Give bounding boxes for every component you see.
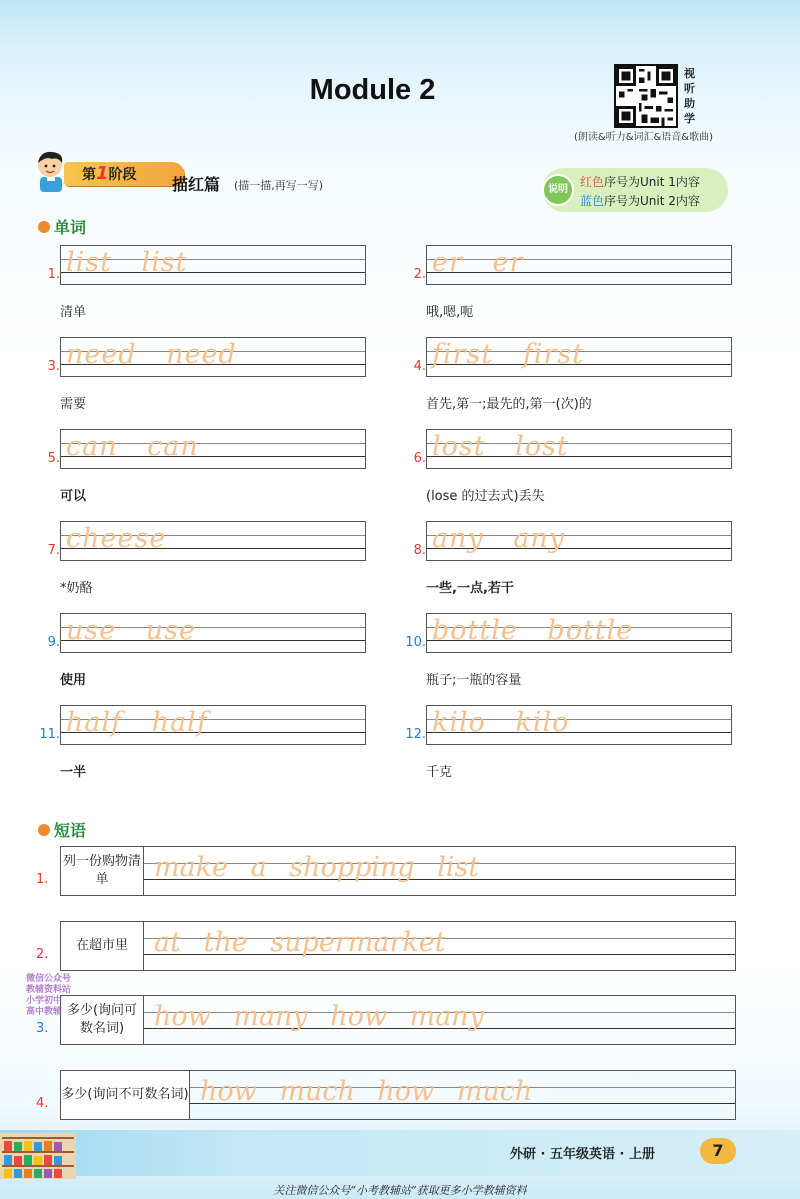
bullet-icon [38, 221, 50, 233]
stage-prefix: 第 [82, 167, 96, 183]
legend-red-text: 序号为Unit 1内容 [604, 175, 700, 189]
phrase-number: 2. [36, 947, 49, 962]
trace-phrase: how much how much [200, 1076, 533, 1107]
supermarket-shelf-icon [0, 1133, 76, 1179]
word-number: 1. [47, 267, 60, 282]
phrase-number: 4. [36, 1096, 49, 1111]
trace-word: er er [432, 247, 524, 278]
stage-badge [34, 150, 154, 192]
page-title: Module 2 [309, 74, 436, 106]
trace-word: kilo kilo [432, 707, 570, 738]
book-name: 外研 · 五年级英语 · 上册 [510, 1147, 655, 1162]
word-meaning: 首先,第一;最先的,第一(次)的 [426, 397, 592, 412]
qr-code [614, 64, 678, 128]
phrase-item [36, 846, 742, 900]
word-number: 6. [413, 451, 426, 466]
trace-word: need need [66, 339, 237, 370]
phrase-item [36, 921, 742, 975]
legend-tag: 说明 [542, 174, 574, 206]
word-item [34, 705, 374, 785]
watermark-stamp [26, 974, 88, 1018]
word-number: 3. [47, 359, 60, 374]
trace-phrase: how many how many [154, 1001, 484, 1032]
trace-word: first first [432, 339, 585, 370]
word-meaning: 一半 [60, 765, 87, 780]
word-meaning: (lose 的过去式)丢失 [426, 489, 545, 504]
word-meaning: 哦,嗯,呃 [426, 305, 474, 320]
phrase-number: 1. [36, 872, 49, 887]
word-item [34, 521, 374, 601]
word-meaning: 使用 [60, 673, 87, 688]
trace-word: use use [66, 615, 197, 646]
qr-side-text [684, 66, 698, 126]
word-item [34, 613, 374, 693]
word-item [400, 521, 740, 601]
word-number: 10. [405, 635, 426, 650]
section-words-label: 单词 [54, 218, 87, 237]
phrase-meaning: 多少(询问可数名词) [60, 995, 144, 1045]
trace-word: bottle bottle [432, 615, 634, 646]
qr-side-char: 视 [684, 67, 695, 80]
trace-phrase: at the supermarket [154, 927, 446, 958]
phrase-meaning: 多少(询问不可数名词) [60, 1070, 190, 1120]
stage-number: 1 [96, 163, 109, 184]
word-item [400, 429, 740, 509]
trace-phrase: make a shopping list [154, 852, 480, 883]
word-number: 5. [47, 451, 60, 466]
phrase-meaning: 列一份购物清单 [60, 846, 144, 896]
phrase-meaning: 在超市里 [60, 921, 144, 971]
section-phrases [38, 818, 86, 841]
footer-band [0, 1130, 800, 1176]
stage-label [64, 162, 184, 186]
legend-line-blue [580, 192, 700, 209]
phrase-item [36, 995, 742, 1049]
word-number: 2. [413, 267, 426, 282]
word-number: 12. [405, 727, 426, 742]
word-meaning: 可以 [60, 489, 87, 504]
word-meaning: 需要 [60, 397, 87, 412]
word-item [400, 613, 740, 693]
footer-notice: 关注微信公众号“小考教辅站”获取更多小学教辅资料 [273, 1184, 527, 1197]
word-meaning: 瓶子;一瓶的容量 [426, 673, 522, 688]
trace-word: half half [66, 707, 208, 738]
stage-subtitle: (描一描,再写一写) [234, 179, 324, 192]
word-item [34, 429, 374, 509]
word-number: 7. [47, 543, 60, 558]
word-meaning: 一些,一点,若干 [426, 581, 514, 596]
word-item [400, 337, 740, 417]
word-meaning: 千克 [426, 765, 453, 780]
word-item [400, 705, 740, 785]
section-phrases-label: 短语 [54, 821, 87, 840]
stamp-line: 教辅资料站 [26, 985, 72, 995]
legend-blue-word: 蓝色 [580, 194, 605, 208]
trace-word: can can [66, 431, 199, 462]
stage-suffix: 阶段 [108, 167, 137, 183]
trace-word: cheese [66, 523, 167, 554]
qr-side-char: 听 [684, 82, 695, 95]
trace-word: list list [66, 247, 188, 278]
word-meaning: *奶酪 [60, 581, 93, 596]
qr-side-char: 助 [684, 97, 695, 110]
boy-icon [34, 150, 70, 192]
legend-line-red [580, 173, 700, 190]
word-item [400, 245, 740, 325]
word-number: 8. [413, 543, 426, 558]
word-number: 9. [47, 635, 60, 650]
stamp-line: 高中教辅 [26, 1007, 63, 1017]
phrase-number: 3. [36, 1021, 49, 1036]
stamp-line: 小学初中 [26, 996, 63, 1006]
legend-note [542, 168, 728, 212]
qr-side-char: 学 [684, 112, 695, 125]
word-item [34, 245, 374, 325]
page-number: 7 [700, 1138, 736, 1164]
bullet-icon [38, 824, 50, 836]
legend-blue-text: 序号为Unit 2内容 [604, 194, 700, 208]
section-words [38, 215, 86, 238]
word-meaning: 清单 [60, 305, 87, 320]
word-number: 4. [413, 359, 426, 374]
stage-title: 描红篇 [172, 175, 221, 194]
word-item [34, 337, 374, 417]
qr-caption: (朗读&听力&词汇&语音&歌曲) [574, 132, 713, 143]
phrase-item [36, 1070, 742, 1124]
word-number: 11. [39, 727, 60, 742]
trace-word: any any [432, 523, 566, 554]
legend-red-word: 红色 [580, 175, 605, 189]
stamp-line: 微信公众号 [26, 974, 72, 984]
trace-word: lost lost [432, 431, 569, 462]
